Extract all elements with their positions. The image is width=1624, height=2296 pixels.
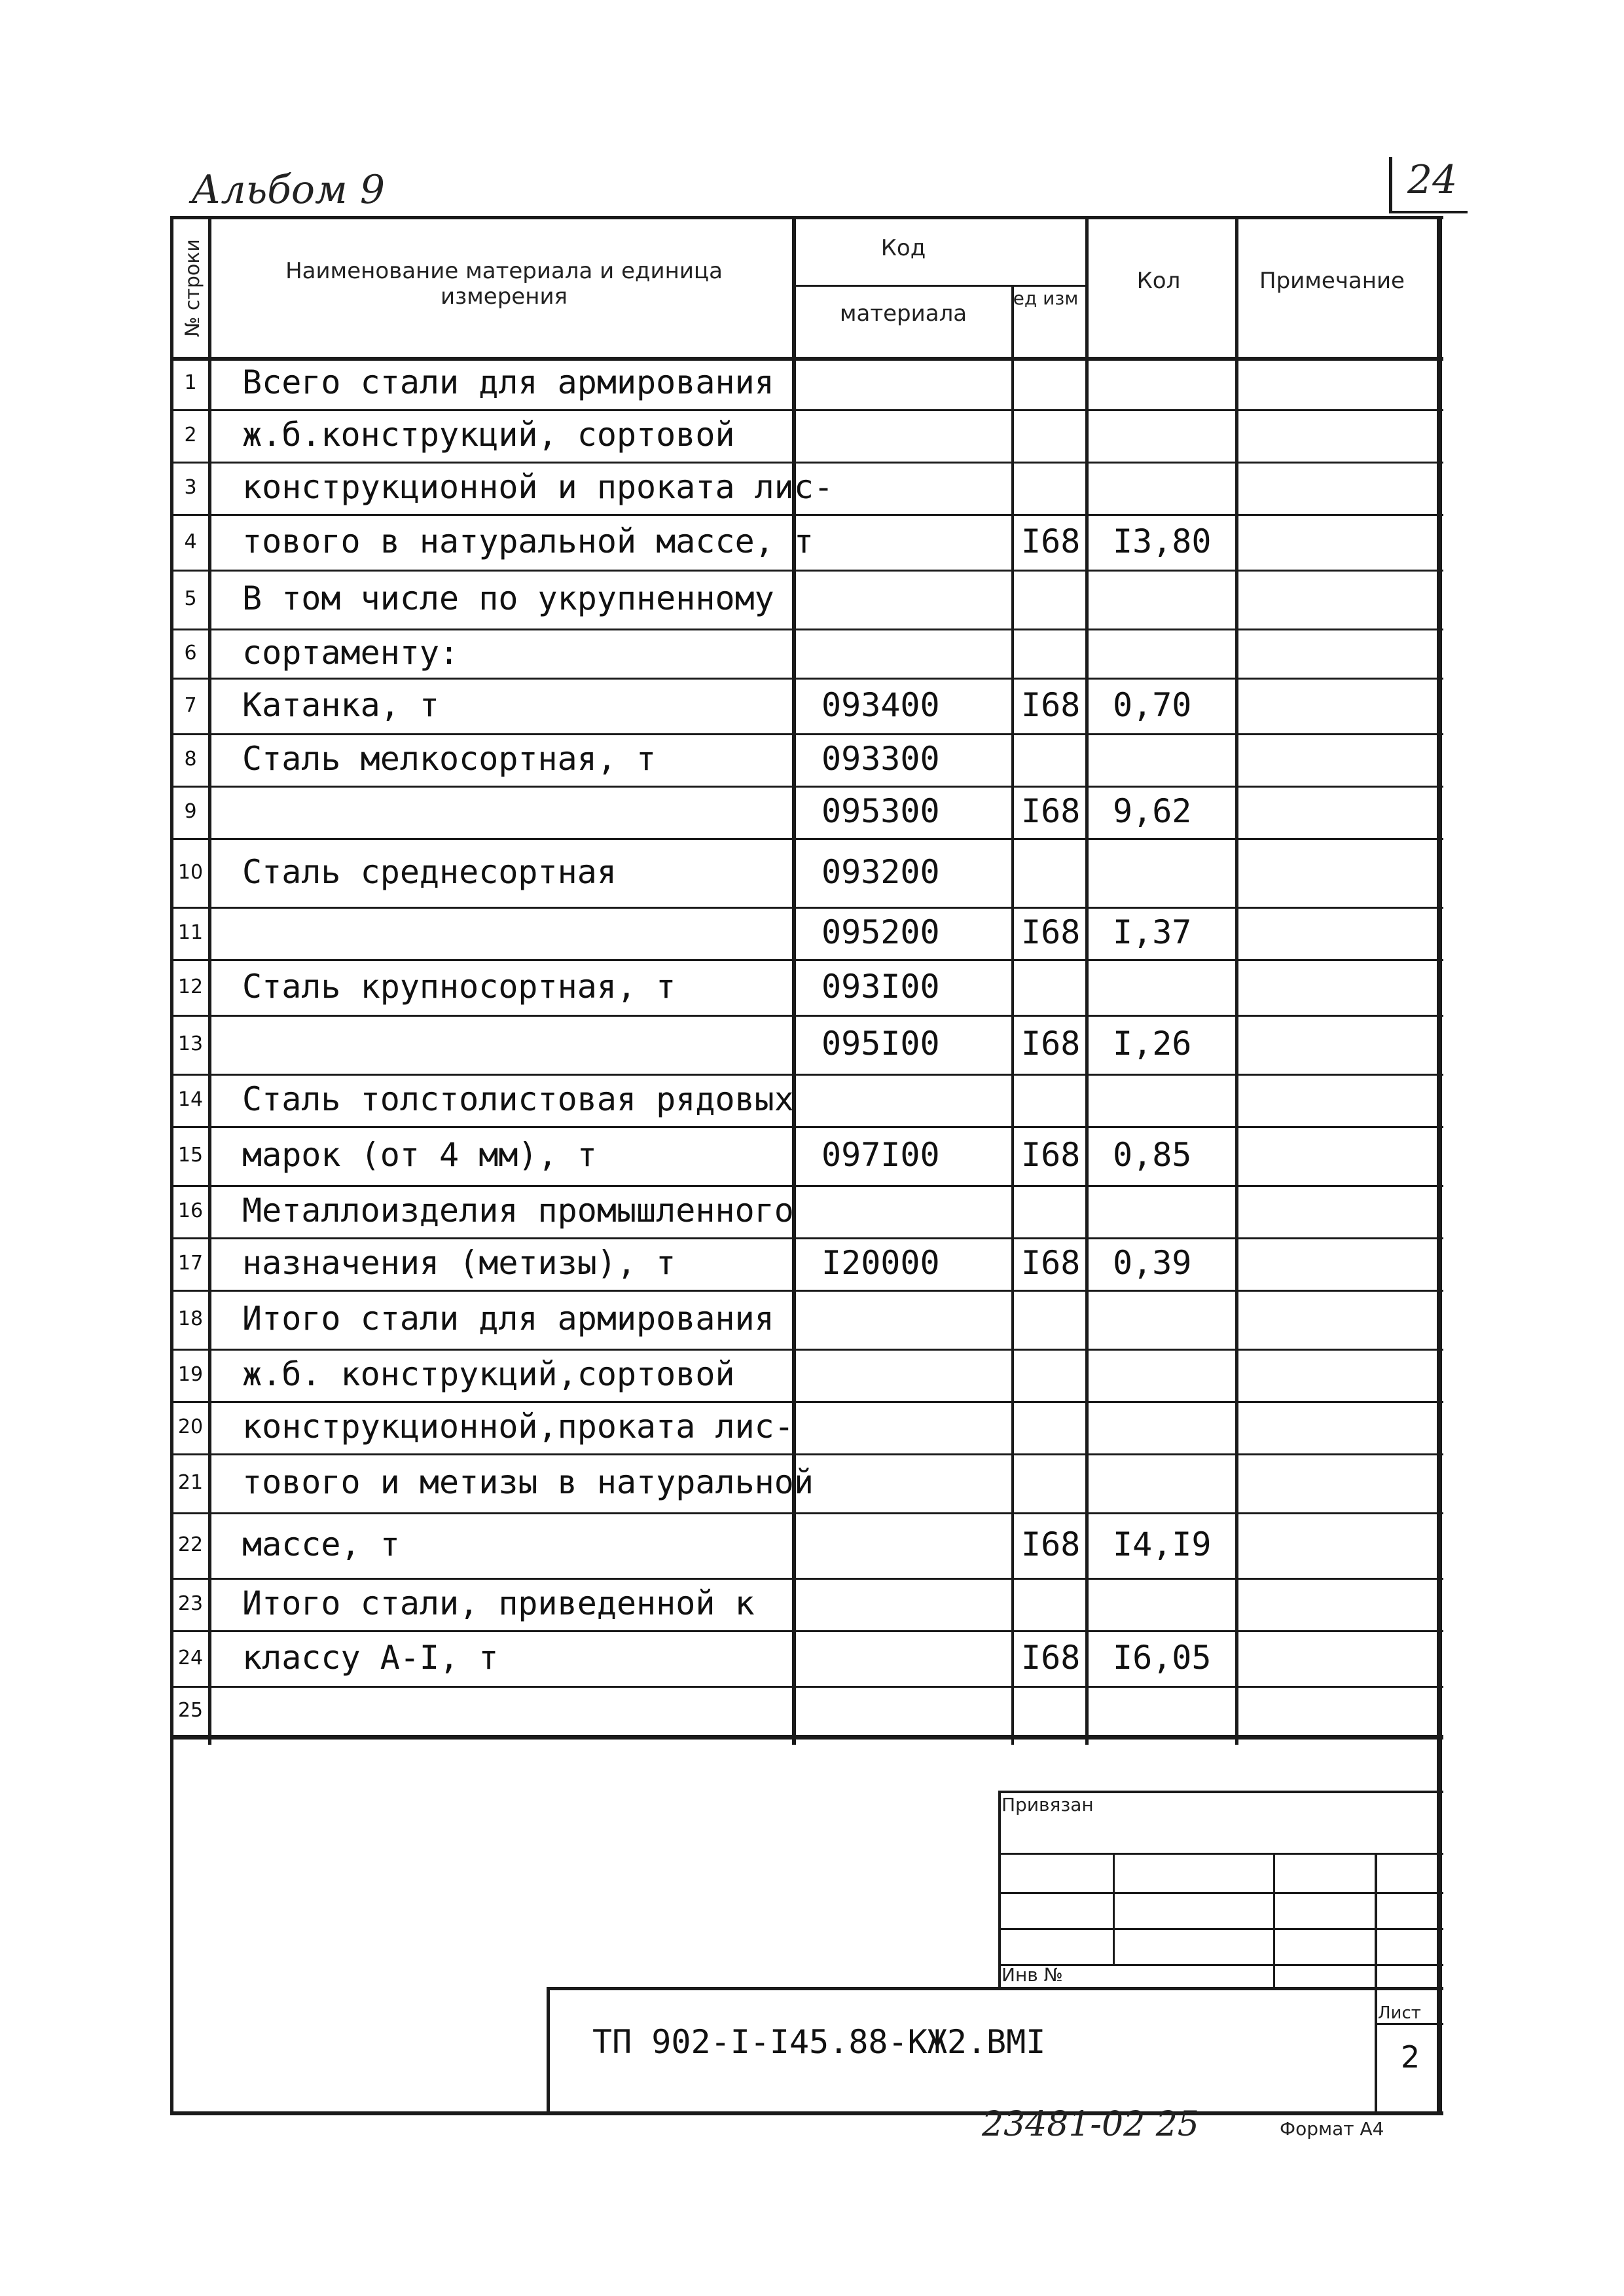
row-line	[170, 959, 1443, 961]
row-name: Сталь толстолистовая рядовых	[242, 1080, 794, 1118]
row-unit: I68	[1021, 1244, 1081, 1282]
quantity-header: Кол	[1136, 268, 1181, 294]
code-header: Код	[880, 235, 926, 261]
row-number: 7	[184, 693, 197, 717]
row-number: 11	[177, 921, 204, 944]
row-line	[170, 907, 1443, 909]
row-line	[170, 514, 1443, 516]
row-name: марок (от 4 мм), т	[242, 1136, 597, 1174]
row-unit: I68	[1021, 522, 1081, 560]
row-material-code: 095I00	[821, 1025, 940, 1063]
row-name: Сталь среднесортная	[242, 852, 617, 891]
row-line	[170, 1126, 1443, 1128]
row-number: 23	[177, 1592, 204, 1615]
row-number: 21	[177, 1471, 204, 1494]
row-quantity: 0,85	[1113, 1136, 1192, 1174]
format-label: Формат А4	[1280, 2118, 1384, 2140]
row-unit: I68	[1021, 792, 1081, 830]
row-line	[170, 733, 1443, 735]
row-material-code: 093I00	[821, 967, 940, 1006]
row-number: 1	[184, 371, 197, 394]
row-quantity: I4,I9	[1113, 1525, 1212, 1563]
sheet-label-line	[1375, 2023, 1443, 2025]
row-number: 6	[184, 641, 197, 665]
row-number: 10	[177, 860, 204, 884]
archive-number: 23481-02 25	[982, 2105, 1199, 2144]
row-quantity: I,37	[1113, 913, 1192, 951]
corner-divider	[1389, 157, 1392, 213]
stamp-col-1	[1113, 1853, 1115, 1964]
row-unit: I68	[1021, 1525, 1081, 1563]
row-quantity: I6,05	[1113, 1638, 1212, 1677]
sheet-number: 2	[1401, 2039, 1420, 2075]
row-number-header	[173, 216, 213, 360]
row-line	[170, 629, 1443, 630]
row-number: 19	[177, 1363, 204, 1386]
row-unit: I68	[1021, 1136, 1081, 1174]
row-material-code: 095300	[821, 792, 940, 830]
row-material-code: 095200	[821, 913, 940, 951]
code-sub-line	[792, 285, 1087, 287]
name-header: Наименование материала и единица измерения	[285, 258, 723, 310]
row-number: 3	[184, 476, 197, 499]
row-name: Сталь мелкосортная, т	[242, 740, 657, 778]
row-line	[170, 1185, 1443, 1187]
row-material-code: 093300	[821, 740, 940, 778]
stamp-col-2	[1273, 1853, 1275, 1990]
row-line	[170, 1578, 1443, 1580]
material-code-header: материала	[839, 301, 967, 327]
table-bottom	[170, 1735, 1443, 1740]
row-name: Всего стали для армирования	[242, 363, 774, 401]
col-div-rownum	[208, 216, 211, 1745]
corner-divider-h	[1389, 211, 1468, 213]
row-line	[170, 1401, 1443, 1403]
document-code: ТП 902-I-I45.88-КЖ2.ВМI	[592, 2023, 1046, 2061]
row-number-header-text: № строки	[181, 239, 204, 337]
stamp-left	[998, 1791, 1001, 1987]
row-name: тового и метизы в натуральной	[242, 1463, 814, 1501]
row-line	[170, 1349, 1443, 1351]
row-number: 14	[177, 1088, 204, 1111]
stamp-top	[998, 1791, 1443, 1793]
row-line	[170, 1512, 1443, 1514]
row-line	[170, 462, 1443, 464]
row-number: 16	[177, 1199, 204, 1222]
row-unit: I68	[1021, 685, 1081, 724]
row-line	[170, 1237, 1443, 1239]
row-name: конструкционной,проката лис-	[242, 1408, 794, 1446]
row-line	[170, 1015, 1443, 1017]
row-number: 15	[177, 1144, 204, 1167]
row-number: 8	[184, 748, 197, 771]
album-label: Альбом 9	[191, 167, 386, 213]
row-name: Сталь крупносортная, т	[242, 967, 676, 1006]
row-name: В том числе по укрупненному	[242, 579, 774, 617]
row-number: 18	[177, 1307, 204, 1330]
row-number: 13	[177, 1032, 204, 1055]
title-block-top	[547, 1987, 1443, 1990]
sheet-label: Лист	[1378, 2003, 1421, 2023]
row-name: Итого стали, приведенной к	[242, 1584, 755, 1622]
row-number: 22	[177, 1533, 204, 1556]
stamp-col-3	[1375, 1853, 1377, 2115]
row-number: 2	[184, 424, 197, 446]
row-name: ж.б.конструкций, сортовой	[242, 416, 735, 454]
row-line	[170, 1686, 1443, 1688]
frame-top	[170, 216, 1443, 219]
row-quantity: I,26	[1113, 1025, 1192, 1063]
row-quantity: 9,62	[1113, 792, 1192, 830]
row-name: конструкционной и проката лис-	[242, 468, 834, 506]
page-corner-number: 24	[1407, 157, 1458, 203]
row-line	[170, 678, 1443, 680]
row-number: 5	[184, 587, 197, 610]
frame-right	[1437, 216, 1442, 2115]
row-quantity: I3,80	[1113, 522, 1212, 560]
header-bottom	[170, 357, 1443, 361]
row-line	[170, 409, 1443, 411]
col-div-qty	[1085, 216, 1089, 1745]
row-number: 17	[177, 1252, 204, 1275]
row-unit: I68	[1021, 913, 1081, 951]
col-div-note	[1235, 216, 1238, 1745]
row-material-code: 097I00	[821, 1136, 940, 1174]
row-number: 4	[184, 530, 197, 553]
row-line	[170, 1290, 1443, 1292]
bound-label: Привязан	[1001, 1794, 1094, 1815]
row-number: 20	[177, 1415, 204, 1438]
row-material-code: I20000	[821, 1244, 940, 1282]
note-header: Примечание	[1259, 268, 1405, 294]
row-line	[170, 838, 1443, 840]
row-name: сортаменту:	[242, 633, 460, 672]
row-name: Итого стали для армирования	[242, 1300, 774, 1338]
inv-label: Инв №	[1001, 1964, 1063, 1986]
row-name: назначения (метизы), т	[242, 1244, 676, 1282]
frame-bottom	[170, 2111, 1443, 2115]
row-line	[170, 1453, 1443, 1455]
row-material-code: 093400	[821, 685, 940, 724]
row-number: 25	[177, 1698, 204, 1722]
row-quantity: 0,70	[1113, 685, 1192, 724]
row-line	[170, 570, 1443, 572]
row-quantity: 0,39	[1113, 1244, 1192, 1282]
col-div-name	[792, 216, 796, 1745]
row-line	[170, 1630, 1443, 1632]
row-line	[170, 786, 1443, 788]
row-name: ж.б. конструкций,сортовой	[242, 1355, 735, 1393]
title-block-left	[547, 1987, 550, 2111]
row-line	[170, 1074, 1443, 1076]
row-name: массе, т	[242, 1525, 400, 1563]
unit-header: ед изм	[1013, 287, 1079, 309]
row-name: тового в натуральной массе, т	[242, 522, 814, 560]
row-name: Катанка, т	[242, 685, 440, 724]
row-unit: I68	[1021, 1638, 1081, 1677]
row-material-code: 093200	[821, 852, 940, 891]
row-unit: I68	[1021, 1025, 1081, 1063]
row-number: 12	[177, 975, 204, 998]
row-name: классу А-I, т	[242, 1638, 499, 1677]
row-number: 9	[184, 800, 197, 823]
row-name: Металлоизделия промышленного	[242, 1192, 794, 1230]
row-number: 24	[177, 1646, 204, 1669]
